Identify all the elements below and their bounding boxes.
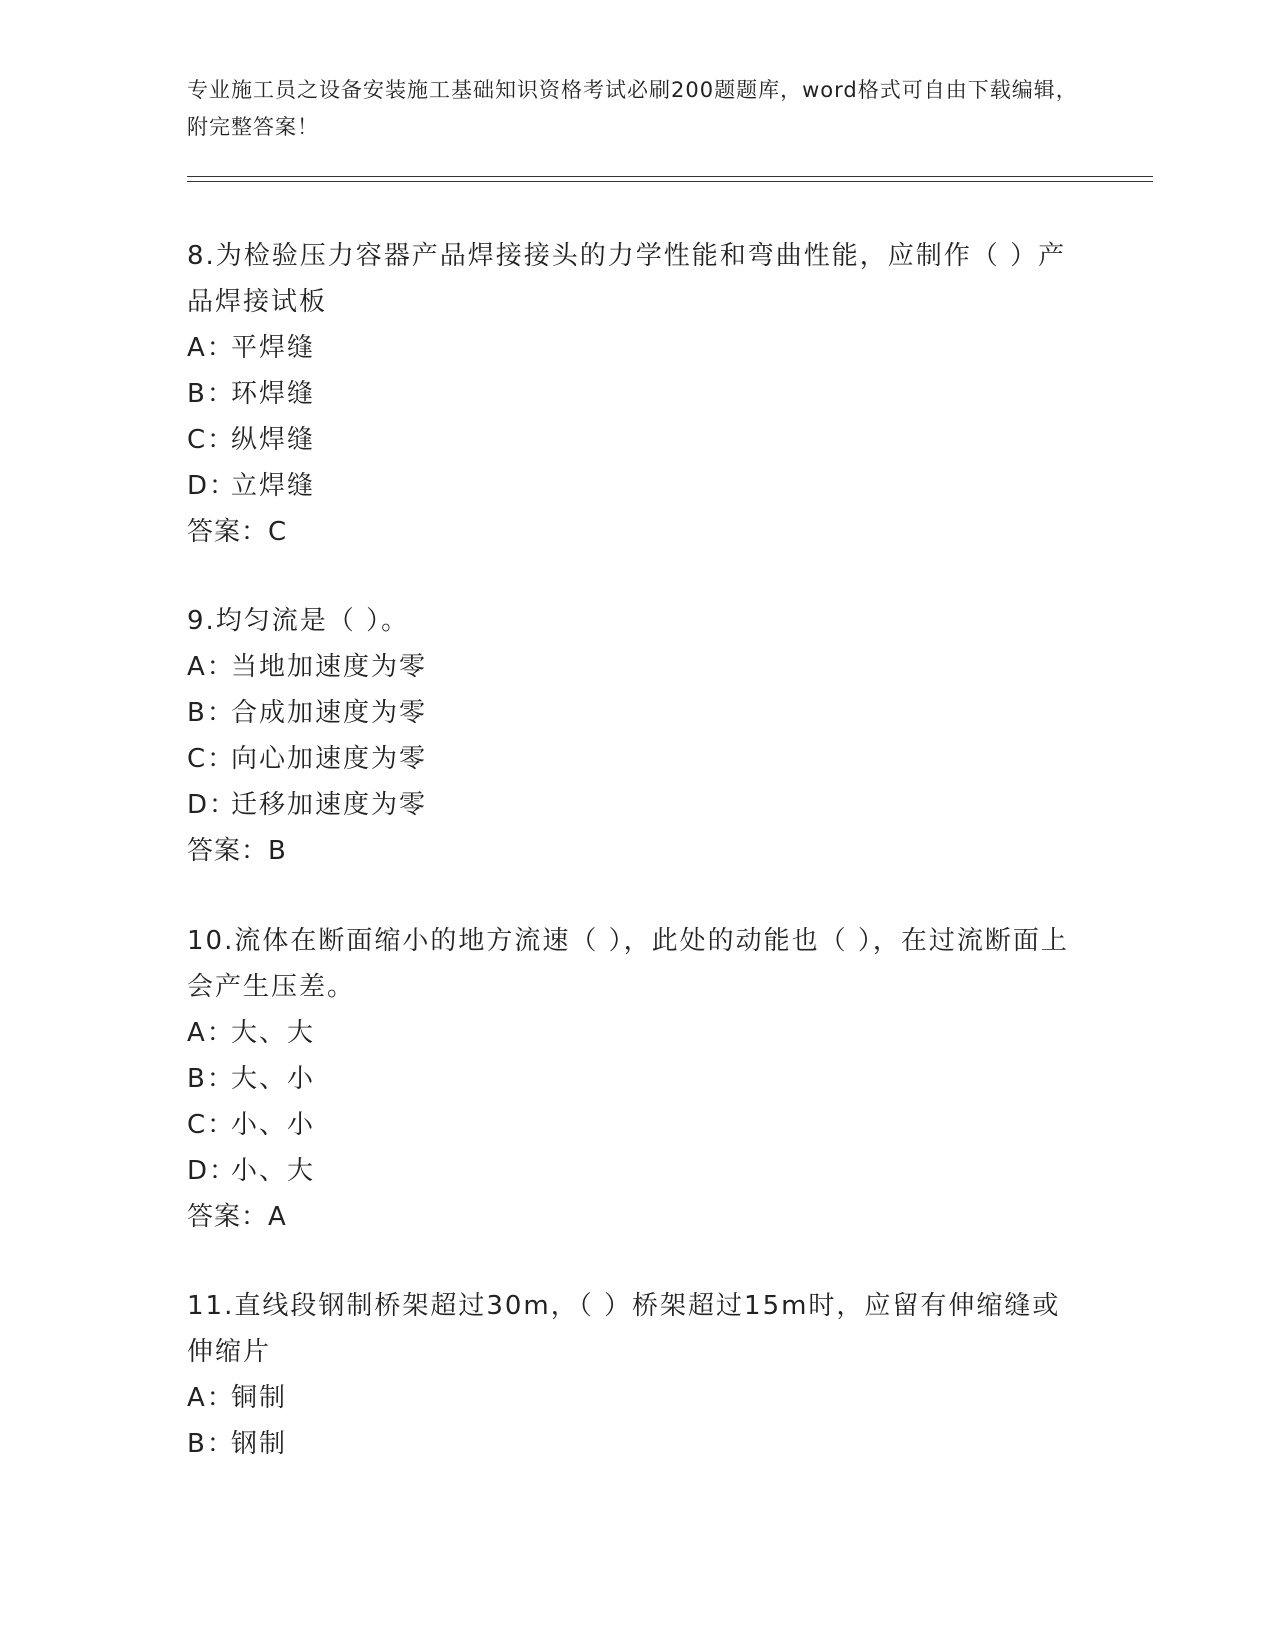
option-text: 向心加速度为零 [231, 744, 428, 774]
option-key: A： [187, 652, 235, 682]
question-8 [187, 233, 1087, 555]
option-text: 合成加速度为零 [231, 698, 428, 728]
option-key: D： [187, 790, 238, 820]
option-key: B： [187, 1429, 235, 1459]
question-text: 8.为检验压力容器产品焊接接头的力学性能和弯曲性能，应制作（ ）产品焊接试板 [187, 241, 1067, 317]
option-c [187, 417, 1087, 463]
option-key: A： [187, 1383, 235, 1413]
document-header [187, 72, 1087, 146]
question-text: 11.直线段钢制桥架超过30m，（ ）桥架超过15m时，应留有伸缩缝或伸缩片 [187, 1291, 1061, 1367]
option-key: A： [187, 1018, 235, 1048]
question-text: 10.流体在断面缩小的地方流速（ ），此处的动能也（ ），在过流断面上会产生压差。 [187, 926, 1069, 1002]
answer-line: 答案：B [187, 836, 287, 866]
option-key: C： [187, 744, 236, 774]
answer-line: 答案：A [187, 1202, 287, 1232]
option-text: 立焊缝 [231, 471, 316, 501]
header-divider-bottom [187, 181, 1153, 182]
option-text: 纵焊缝 [231, 425, 316, 455]
option-a [187, 1010, 1087, 1056]
question-9 [187, 598, 1087, 874]
option-b [187, 371, 1087, 417]
option-text: 小、小 [231, 1110, 316, 1140]
option-d [187, 463, 1087, 509]
option-d [187, 1148, 1087, 1194]
option-key: B： [187, 379, 235, 409]
option-a [187, 644, 1087, 690]
question-11 [187, 1283, 1087, 1467]
option-d [187, 782, 1087, 828]
option-key: C： [187, 1110, 236, 1140]
option-text: 大、大 [231, 1018, 316, 1048]
option-key: D： [187, 1156, 238, 1186]
option-key: A： [187, 333, 235, 363]
option-text: 环焊缝 [231, 379, 316, 409]
option-key: C： [187, 425, 236, 455]
document-title: 专业施工员之设备安装施工基础知识资格考试必刷200题题库，word格式可自由下载编辑，附完整答案！ [187, 78, 1078, 139]
option-text: 当地加速度为零 [231, 652, 428, 682]
option-a [187, 1375, 1087, 1421]
option-text: 迁移加速度为零 [231, 790, 428, 820]
option-b [187, 1056, 1087, 1102]
option-key: D： [187, 471, 238, 501]
option-b [187, 690, 1087, 736]
option-c [187, 736, 1087, 782]
header-divider-top [187, 176, 1153, 177]
option-text: 小、大 [231, 1156, 316, 1186]
option-b [187, 1421, 1087, 1467]
option-text: 铜制 [231, 1383, 288, 1413]
option-text: 大、小 [231, 1064, 316, 1094]
answer-line: 答案：C [187, 517, 288, 547]
option-c [187, 1102, 1087, 1148]
option-text: 平焊缝 [231, 333, 316, 363]
option-text: 钢制 [231, 1429, 288, 1459]
question-text: 9.均匀流是（ ）。 [187, 606, 410, 636]
option-key: B： [187, 1064, 235, 1094]
option-key: B： [187, 698, 235, 728]
option-a [187, 325, 1087, 371]
question-10 [187, 918, 1087, 1240]
